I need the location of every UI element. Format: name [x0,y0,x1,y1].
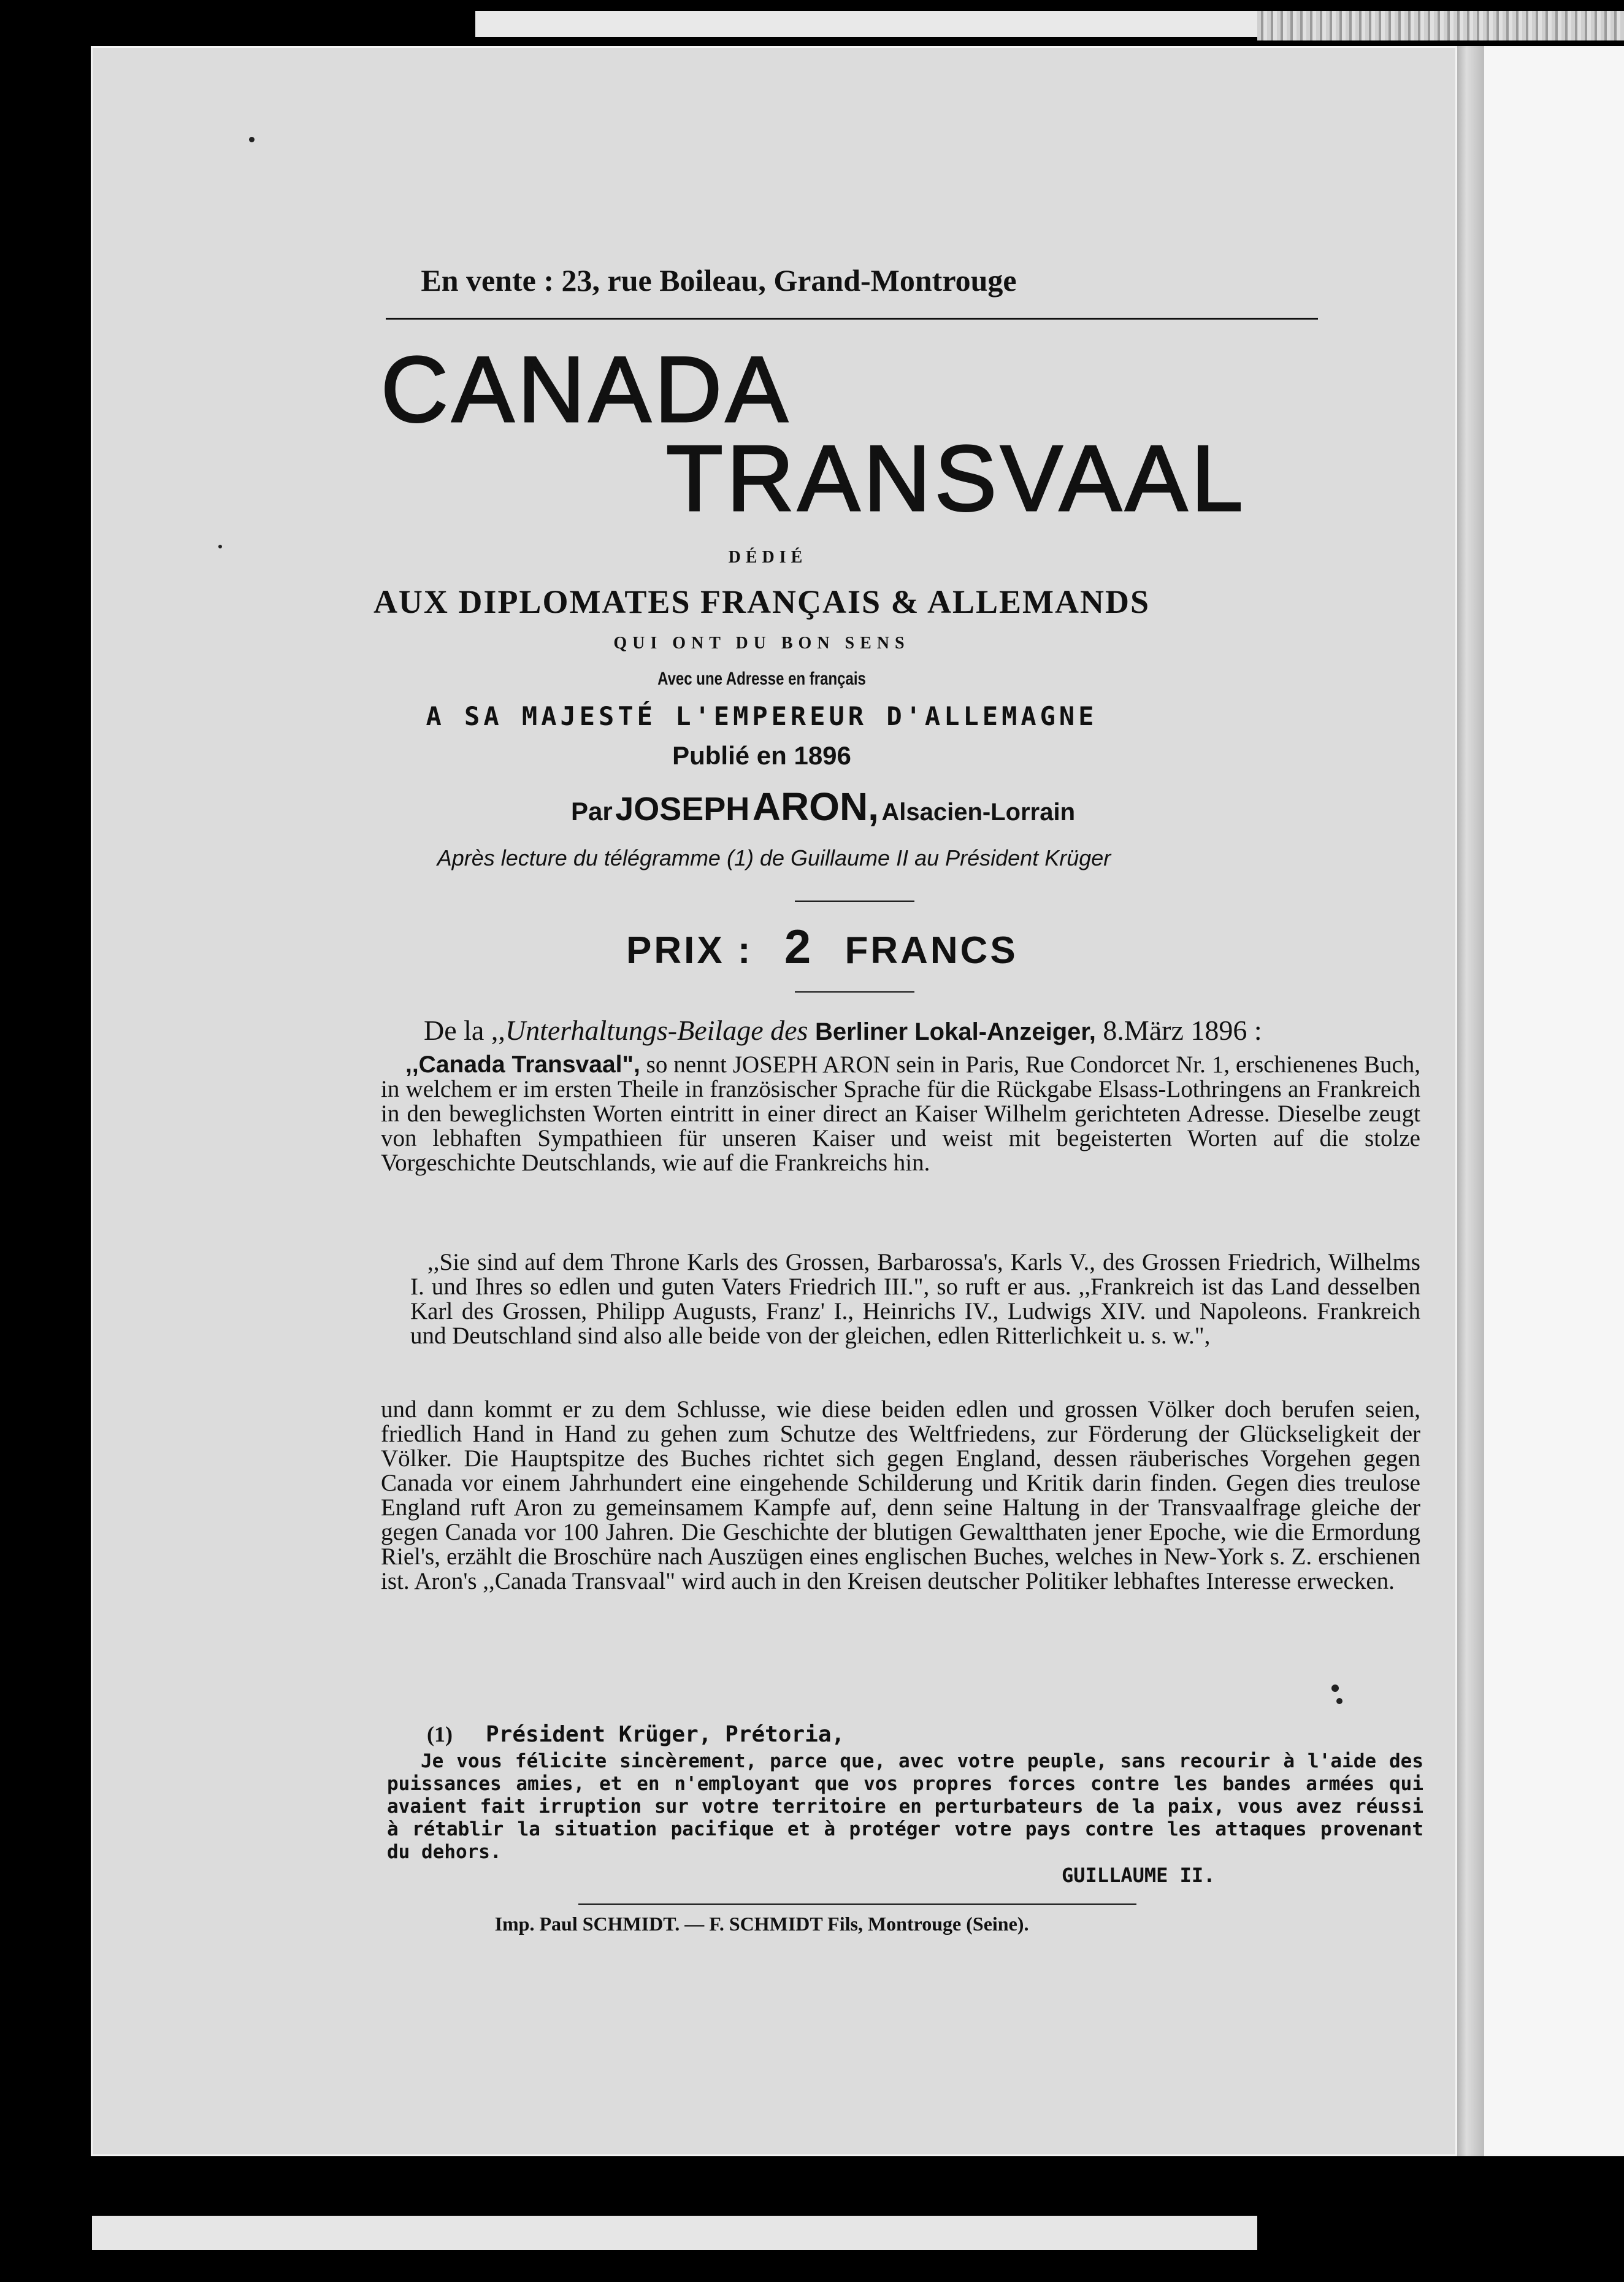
price-rule-bottom [795,991,914,993]
publication-year: Publié en 1896 [672,741,851,770]
page-edge-shadow [1455,46,1484,2156]
title-canada: CANADA [381,337,792,442]
dedication-who: QUI ONT DU BON SENS [613,634,910,653]
footnote-addressee: Président Krüger, Prétoria, [485,1722,845,1747]
review-source-paper: Berliner Lokal-Anzeiger, [814,1018,1096,1045]
review-source-lead: De la ,, [424,1015,505,1046]
footnote-signature: GUILLAUME II. [1062,1864,1216,1887]
dedie: DÉDIÉ [728,548,808,567]
author-first-name: JOSEPH [615,791,750,828]
scan-speck [218,545,222,548]
scan-speck [249,137,255,142]
title-page [91,46,1457,2156]
author-last-name: ARON, [752,785,879,829]
author-prefix: Par [571,797,613,826]
author-line [571,784,1075,829]
review-paragraph-2: ,,Sie sind auf dem Throne Karls des Grossen, Barbarossa's, Karls V., des Grossen Friedrich, Wilhelms I. und Ihres so edlen und guten Vaters Friedrich III.", so ruft er aus. ,,Frankreich ist das Land desselben Karl des Grossen, Philipp Augusts, Franz' I., Heinrichs IV., Ludwigs XIV. und Napoleons. Frankreich und Deutschland sind also alle beide von der gleichen, edlen Ritterlichkeit u. s. w.", [410,1249,1420,1349]
price-rule-top [795,901,914,902]
dedication-to: AUX DIPLOMATES FRANÇAIS & ALLEMANDS [373,583,1151,620]
dedication-majesty: A SA MAJESTÉ L'EMPEREUR D'ALLEMAGNE [426,701,1098,731]
review-paragraph-1 [381,1053,1420,1175]
review-book-title: ,,Canada Transvaal", [405,1051,640,1078]
scan-speck [1331,1685,1339,1692]
sale-address: En vente : 23, rue Boileau, Grand-Montrouge [421,263,1017,298]
price-unit: FRANCS [845,929,1018,972]
review-source-title: Unterhaltungs-Beilage des [505,1015,808,1046]
scan-speck [1336,1698,1342,1704]
imprint: Imp. Paul SCHMIDT. — F. SCHMIDT Fils, Montrouge (Seine). [494,1913,1029,1935]
review-source [424,1014,1262,1047]
adjacent-page [1484,46,1624,2156]
imprint-rule [578,1904,1136,1905]
price-line [626,919,1018,975]
review-p1-text: so nennt JOSEPH ARON sein in Paris, Rue Condorcet Nr. 1, erschienenes Buch, in welchem er im ersten Theile in französischer Sprache für die Rückgabe Elsass-Lothringens an Frankreich in den beweglichsten Worten eintritt in einer direct an Kaiser Wilhelm gerichteten Adresse. Dieselbe zeugt von lebhaften Sympathieen für unseren Kaiser und weist mit begeisterten Worten auf die stolze Vorgeschichte Deutschlands, wie auf die Frankreichs hin. [381,1051,1421,1176]
title-transvaal: TRANSVAAL [666,426,1247,531]
bottom-scan-strip [92,2216,1257,2250]
dedication-with: Avec une Adresse en français [657,669,866,689]
after-reading-note: Après lecture du télégramme (1) de Guillaume II au Président Krüger [437,845,1111,870]
top-right-scan-strip [1257,11,1624,40]
footnote-mark: (1) [427,1722,453,1746]
review-source-date: 8.März 1896 : [1103,1015,1262,1046]
header-rule [386,318,1318,320]
footnote-telegram: Je vous félicite sincèrement, parce que, avec votre peuple, sans recourir à l'aide des puissances amies, et en n'employant que vos propres forces contre les bandes armées qui avaient fait irruption sur votre territoire en perturbateurs de la paix, vous avez réussi à rétablir la situation pacifique et à protéger votre pays contre les attaques provenant du dehors. [387,1750,1423,1863]
top-scan-strip [475,11,1257,37]
price-label: PRIX : [626,929,753,972]
price-amount: 2 [784,920,814,974]
footnote-header [427,1721,845,1747]
review-paragraph-3: und dann kommt er zu dem Schlusse, wie diese beiden edlen und grossen Völker doch berufen seien, friedlich Hand in Hand zu gehen zum Schutze des Weltfriedens, zur Förderung der Glückseligkeit der Völker. Die Hauptspitze des Buches richtet sich gegen England, dessen räuberisches Vorgehen gegen Canada vor einem Jahrhundert eine eingehende Schilderung und Kritik darin finden. Gegen dies treulose England ruft Aron zu gemeinsamem Kampfe auf, denn seine Haltung in der Transvaalfrage gleiche der gegen Canada vor 100 Jahren. Die Geschichte der blutigen Gewaltthaten jener Epoche, wie die Ermordung Riel's, erzählt die Broschüre nach Auszügen eines englischen Buches, welches in New-York s. Z. erschienen ist. Aron's ,,Canada Transvaal" wird auch in den Kreisen deutscher Politiker lebhaftes Interesse erwecken. [381,1396,1420,1594]
author-origin: Alsacien-Lorrain [881,799,1076,826]
